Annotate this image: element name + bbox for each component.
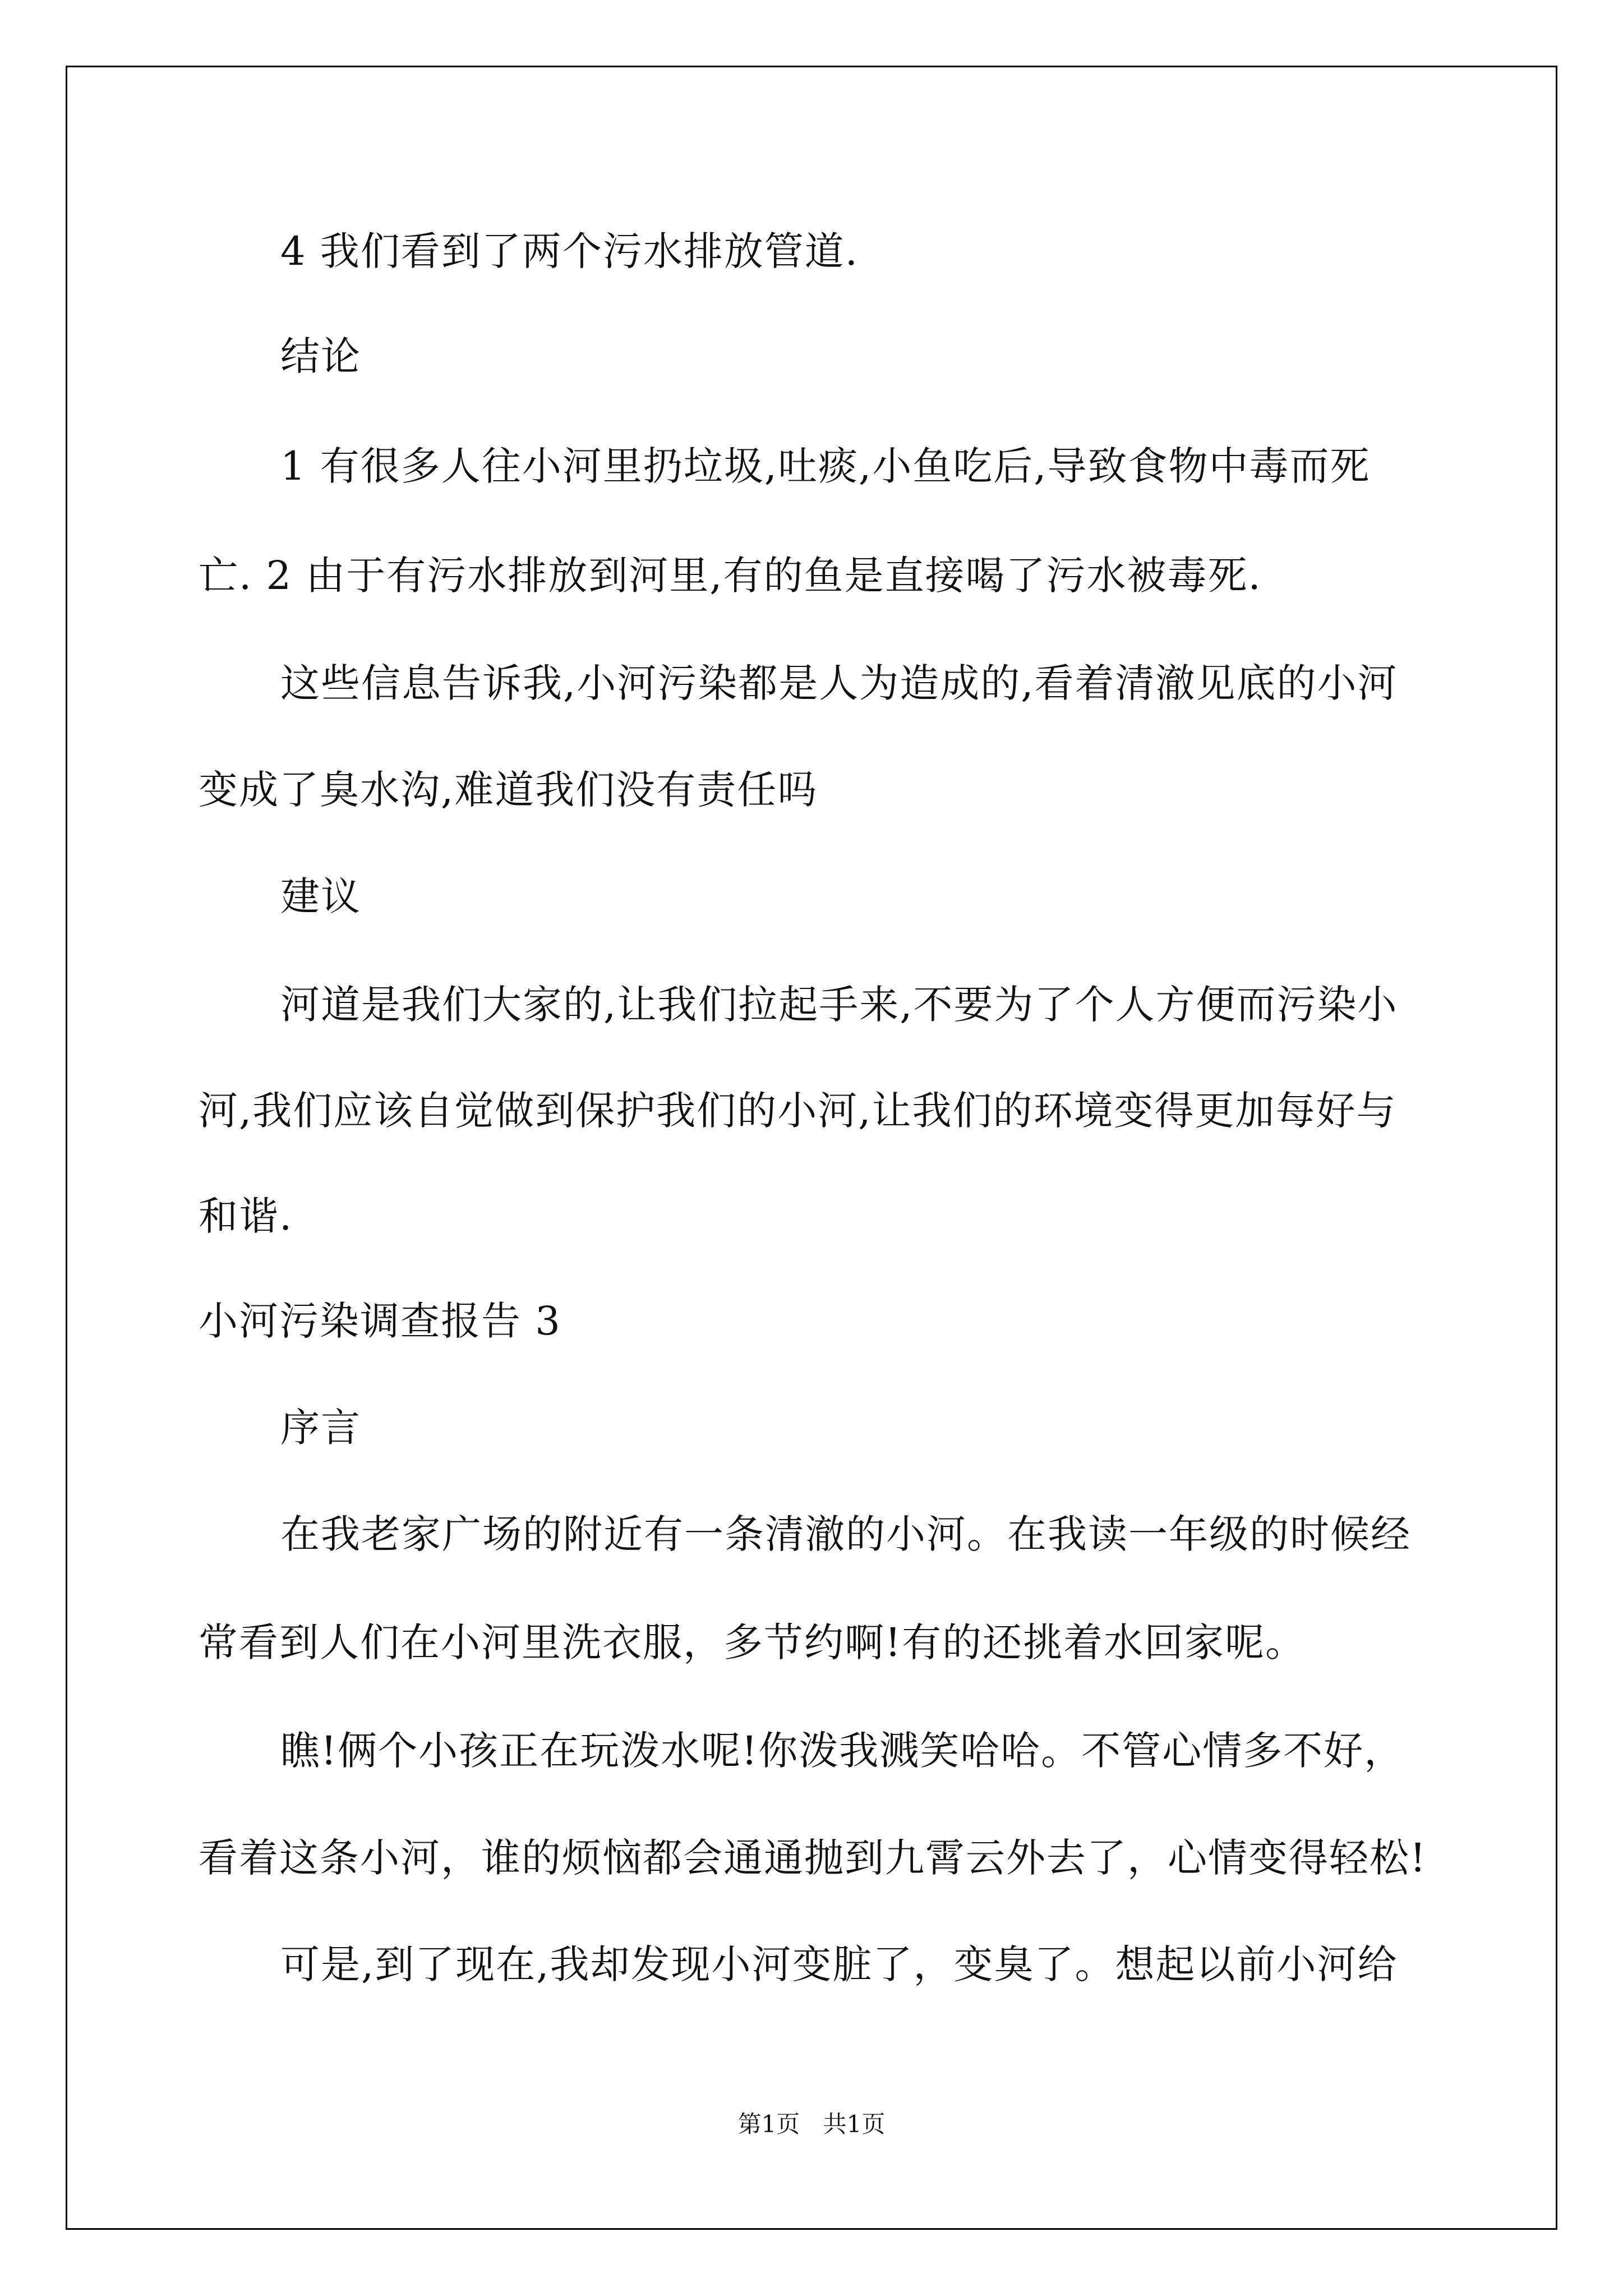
paragraph-line: 亡. 2 由于有污水排放到河里,有的鱼是直接喝了污水被毒死. [199, 553, 1262, 599]
paragraph-line: 看着这条小河，谁的烦恼都会通通抛到九霄云外去了，心情变得轻松! [199, 1835, 1427, 1881]
paragraph-line: 河道是我们大家的,让我们拉起手来,不要为了个人方便而污染小 [280, 982, 1398, 1028]
paragraph-line: 变成了臭水沟,难道我们没有责任吗 [199, 767, 818, 813]
paragraph-line: 这些信息告诉我,小河污染都是人为造成的,看着清澈见底的小河 [280, 660, 1398, 706]
paragraph-line: 和谐. [199, 1193, 293, 1239]
paragraph-line: 可是,到了现在,我却发现小河变脏了，变臭了。想起以前小河给 [280, 1941, 1398, 1987]
paragraph-line: 河,我们应该自觉做到保护我们的小河,让我们的环境变得更加每好与 [199, 1088, 1397, 1134]
section-heading-suggestion: 建议 [280, 873, 361, 919]
paragraph-line: 在我老家广场的附近有一条清澈的小河。在我读一年级的时候经 [280, 1511, 1411, 1557]
section-heading-preface: 序言 [280, 1405, 361, 1451]
page-number: 第1页 [737, 2110, 800, 2138]
page-total: 共1页 [823, 2110, 886, 2138]
paragraph-line: 1 有很多人往小河里扔垃圾,吐痰,小鱼吃后,导致食物中毒而死 [280, 443, 1371, 489]
section-heading-conclusion: 结论 [280, 333, 361, 379]
page-footer [0, 2106, 1623, 2139]
report-title: 小河污染调查报告 3 [199, 1298, 561, 1344]
page-border [66, 66, 1557, 2230]
paragraph-line: 4 我们看到了两个污水排放管道. [280, 228, 859, 274]
paragraph-line: 常看到人们在小河里洗衣服，多节约啊!有的还挑着水回家呢。 [199, 1619, 1306, 1665]
paragraph-line: 瞧!俩个小孩正在玩泼水呢!你泼我溅笑哈哈。不管心情多不好， [280, 1728, 1405, 1774]
